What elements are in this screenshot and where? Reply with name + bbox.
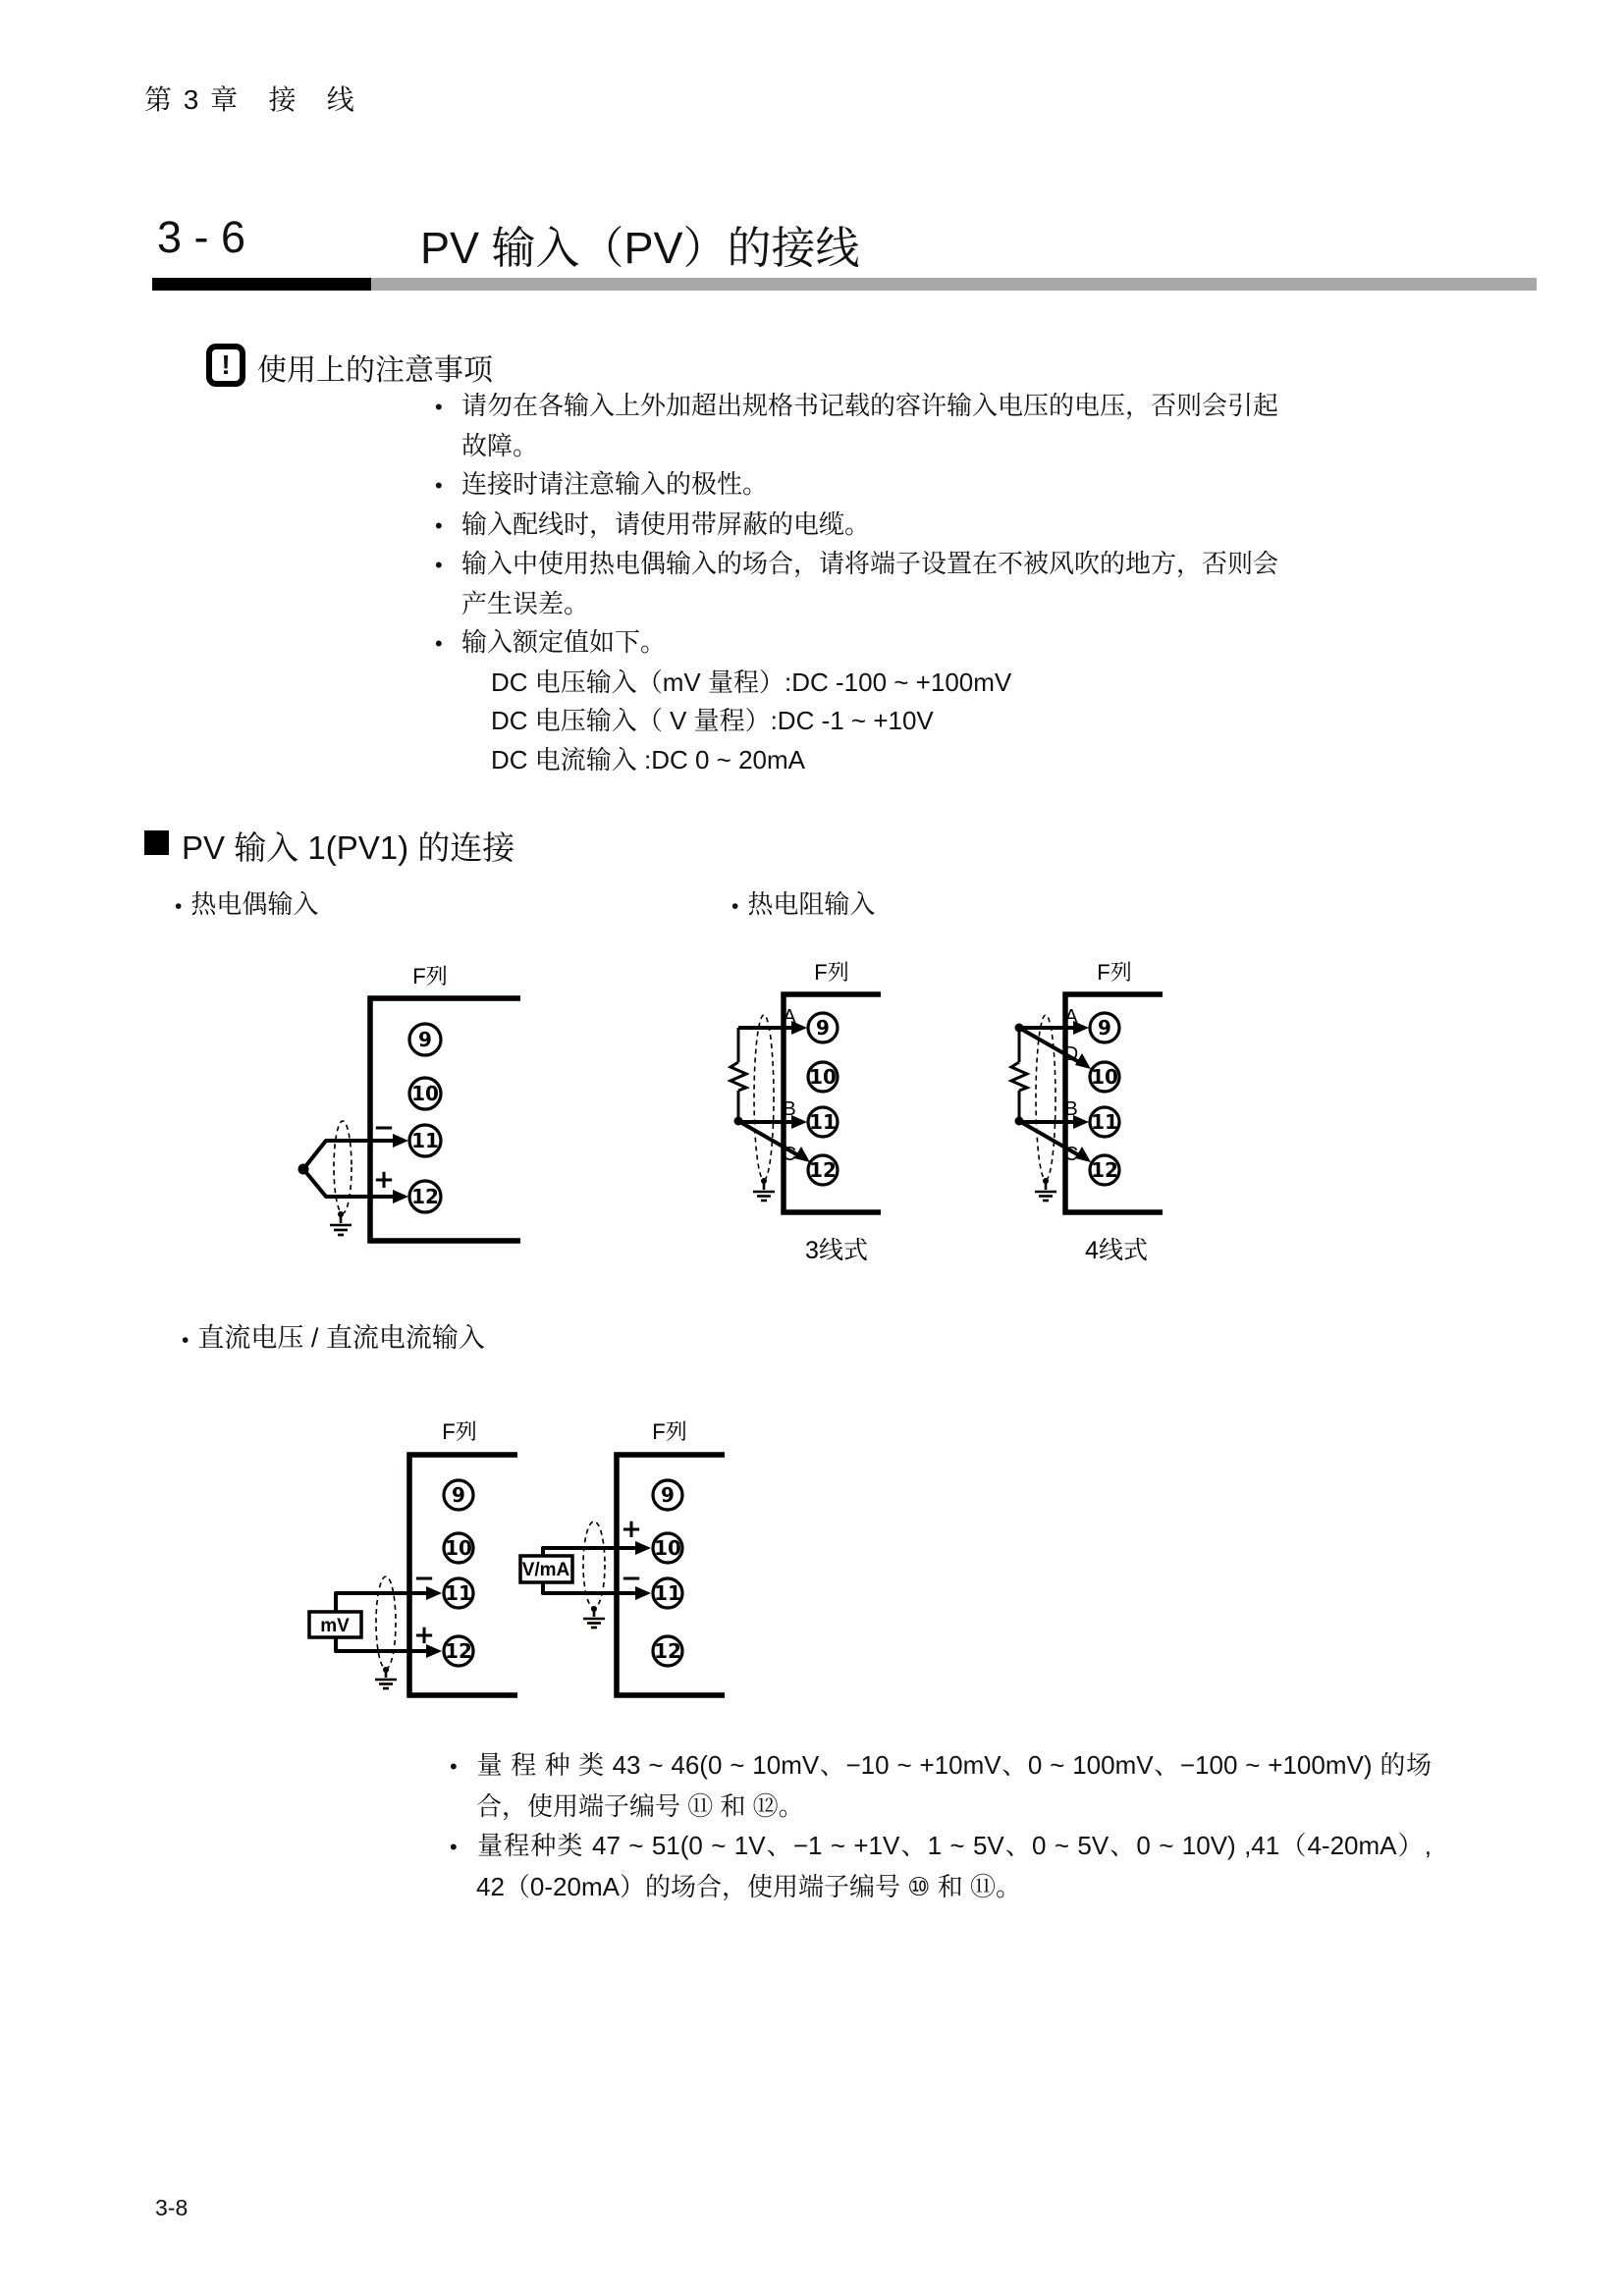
bullet-icon: • bbox=[182, 1329, 189, 1352]
terminal-9 bbox=[808, 1013, 838, 1042]
f-column-label: F列 bbox=[814, 960, 849, 985]
terminal-12 bbox=[444, 1636, 473, 1666]
list-item: • 量程种类 47 ~ 51(0 ~ 1V、−1 ~ +1V、1 ~ 5V、0 ~ 5V、0 ~ 10V) ,41（4-20mA）, 42（0-20mA）的场合，使用端子编号 ⑩ 和 ⑪。 bbox=[450, 1826, 1432, 1906]
mv-source-label: mV bbox=[320, 1616, 350, 1636]
section-number: 3 - 6 bbox=[157, 212, 246, 262]
svg-text:12: 12 bbox=[1091, 1158, 1118, 1182]
bullet-icon: • bbox=[450, 1754, 458, 1779]
svg-text:9: 9 bbox=[816, 1016, 830, 1040]
terminal-10 bbox=[409, 1078, 441, 1109]
bullet-icon: • bbox=[435, 512, 443, 538]
dc-mv-diagram bbox=[309, 1419, 517, 1695]
svg-text:9: 9 bbox=[418, 1028, 432, 1051]
plus-polarity-label: + bbox=[413, 1621, 435, 1650]
minus-polarity-label: − bbox=[373, 1113, 395, 1143]
ground-symbol bbox=[375, 1667, 397, 1688]
bullet-icon: • bbox=[435, 395, 443, 419]
terminal-12 bbox=[409, 1181, 441, 1212]
terminal-12 bbox=[808, 1155, 838, 1185]
terminal-10 bbox=[444, 1533, 473, 1563]
minus-polarity-label: − bbox=[413, 1564, 435, 1593]
connection-heading: PV 输入 1(PV1) 的连接 bbox=[144, 823, 514, 869]
rtd-resistor bbox=[1011, 1062, 1027, 1091]
terminal-12 bbox=[1090, 1155, 1119, 1185]
f-column-label: F列 bbox=[442, 1419, 477, 1444]
svg-text:9: 9 bbox=[452, 1483, 465, 1507]
bullet-icon: • bbox=[731, 895, 739, 918]
cable-shield bbox=[754, 1015, 774, 1180]
bullet-icon: • bbox=[435, 631, 443, 656]
ground-symbol bbox=[583, 1606, 605, 1628]
terminal-9 bbox=[409, 1024, 441, 1055]
terminal-9 bbox=[444, 1480, 473, 1510]
ground-symbol bbox=[753, 1178, 775, 1201]
page-number: 3-8 bbox=[155, 2195, 189, 2220]
plus-polarity-label: + bbox=[373, 1165, 395, 1195]
cable-shield bbox=[334, 1121, 352, 1213]
three-wire-caption: 3线式 bbox=[805, 1237, 868, 1264]
notice-bullet-list bbox=[435, 387, 1299, 779]
bullet-icon: • bbox=[450, 1835, 458, 1859]
f-column-label: F列 bbox=[1097, 960, 1132, 985]
section-title-bar bbox=[152, 278, 1537, 291]
page-title: PV 输入（PV）的接线 bbox=[420, 223, 860, 273]
thermocouple-junction bbox=[298, 1164, 309, 1175]
svg-text:9: 9 bbox=[661, 1483, 675, 1507]
svg-text:11: 11 bbox=[654, 1581, 681, 1605]
dc-wiring-diagrams bbox=[275, 1404, 746, 1733]
wire-c-label: C bbox=[1063, 1144, 1079, 1165]
terminal-11 bbox=[653, 1578, 682, 1608]
rating-line: DC 电压输入（mV 量程）:DC -100 ~ +100mV bbox=[491, 667, 1012, 697]
wire-c-label: C bbox=[782, 1144, 797, 1165]
svg-text:11: 11 bbox=[809, 1110, 837, 1134]
wire-b-label: B bbox=[1064, 1098, 1078, 1120]
bullet-icon: • bbox=[435, 553, 443, 577]
terminal-9 bbox=[1090, 1013, 1119, 1042]
svg-text:12: 12 bbox=[445, 1639, 472, 1663]
list-item: • 请勿在各输入上外加超出规格书记载的容许输入电压的电压，否则会引起故障。 bbox=[435, 387, 1299, 465]
terminal-9 bbox=[653, 1480, 682, 1510]
plus-polarity-label: + bbox=[621, 1515, 642, 1544]
list-item: • 输入配线时，请使用带屏蔽的电缆。 bbox=[435, 506, 1299, 546]
warning-icon: ! bbox=[206, 344, 245, 387]
rtd-4wire-diagram bbox=[1011, 960, 1163, 1264]
chapter-header: 第 3 章 接 线 bbox=[144, 84, 356, 115]
svg-text:10: 10 bbox=[654, 1536, 681, 1560]
svg-text:10: 10 bbox=[1091, 1065, 1118, 1089]
wire-a-label: A bbox=[783, 1006, 796, 1028]
f-column-label: F列 bbox=[652, 1419, 687, 1444]
svg-text:11: 11 bbox=[445, 1581, 472, 1605]
four-wire-caption: 4线式 bbox=[1085, 1237, 1148, 1264]
wire-b-label: B bbox=[783, 1098, 796, 1120]
svg-text:10: 10 bbox=[445, 1536, 472, 1560]
terminal-11 bbox=[808, 1107, 838, 1137]
dc-vma-diagram bbox=[520, 1419, 725, 1695]
notice-title: 使用上的注意事项 bbox=[257, 354, 493, 387]
ground-symbol bbox=[330, 1211, 352, 1235]
svg-text:12: 12 bbox=[411, 1185, 439, 1208]
terminal-12 bbox=[653, 1636, 682, 1666]
terminal-11 bbox=[409, 1125, 441, 1156]
terminal-10 bbox=[808, 1062, 838, 1092]
svg-text:10: 10 bbox=[411, 1082, 439, 1105]
svg-text:11: 11 bbox=[411, 1129, 439, 1152]
section-title-bar-black bbox=[152, 278, 371, 291]
wire-d-label: D bbox=[1063, 1043, 1079, 1065]
cable-shield bbox=[376, 1576, 396, 1669]
thermocouple-wiring-diagram bbox=[177, 942, 520, 1271]
list-item: • 量 程 种 类 43 ~ 46(0 ~ 10mV、−10 ~ +10mV、0 ~ 100mV、−100 ~ +100mV) 的场合，使用端子编号 ⑪ 和 ⑫。 bbox=[450, 1745, 1432, 1826]
ground-symbol bbox=[1035, 1178, 1056, 1201]
list-item: • 输入中使用热电偶输入的场合，请将端子设置在不被风吹的地方，否则会产生误差。 bbox=[435, 545, 1299, 623]
svg-text:10: 10 bbox=[809, 1065, 837, 1089]
input-rating-list bbox=[491, 664, 1299, 780]
terminal-10 bbox=[1090, 1062, 1119, 1092]
svg-text:9: 9 bbox=[1098, 1016, 1111, 1040]
minus-polarity-label: − bbox=[621, 1564, 642, 1593]
range-notes bbox=[450, 1745, 1432, 1906]
list-item: • 连接时请注意输入的极性。 bbox=[435, 465, 1299, 506]
bullet-icon: • bbox=[175, 895, 183, 918]
svg-text:11: 11 bbox=[1091, 1110, 1118, 1134]
rtd-wiring-diagrams bbox=[687, 933, 1198, 1271]
rtd-3wire-diagram bbox=[731, 960, 881, 1264]
terminal-10 bbox=[653, 1533, 682, 1563]
rtd-resistor bbox=[731, 1062, 746, 1091]
svg-text:12: 12 bbox=[809, 1158, 837, 1182]
terminal-11 bbox=[1090, 1107, 1119, 1137]
square-bullet-icon bbox=[144, 830, 169, 855]
bullet-icon: • bbox=[435, 473, 443, 498]
f-column-label: F列 bbox=[412, 964, 448, 988]
list-item: • 输入额定值如下。 bbox=[435, 623, 1299, 664]
rating-line: DC 电压输入（ V 量程）:DC -1 ~ +10V bbox=[491, 706, 934, 735]
terminal-11 bbox=[444, 1578, 473, 1608]
rtd-label: • 热电阻输入 bbox=[731, 889, 876, 919]
svg-text:12: 12 bbox=[654, 1639, 681, 1663]
dc-input-label: • 直流电压 / 直流电流输入 bbox=[182, 1323, 485, 1353]
rating-line: DC 电流输入 :DC 0 ~ 20mA bbox=[491, 744, 806, 774]
vma-source-label: V/mA bbox=[521, 1560, 570, 1580]
wire-a-label: A bbox=[1064, 1006, 1078, 1028]
thermocouple-label: • 热电偶输入 bbox=[175, 889, 319, 919]
